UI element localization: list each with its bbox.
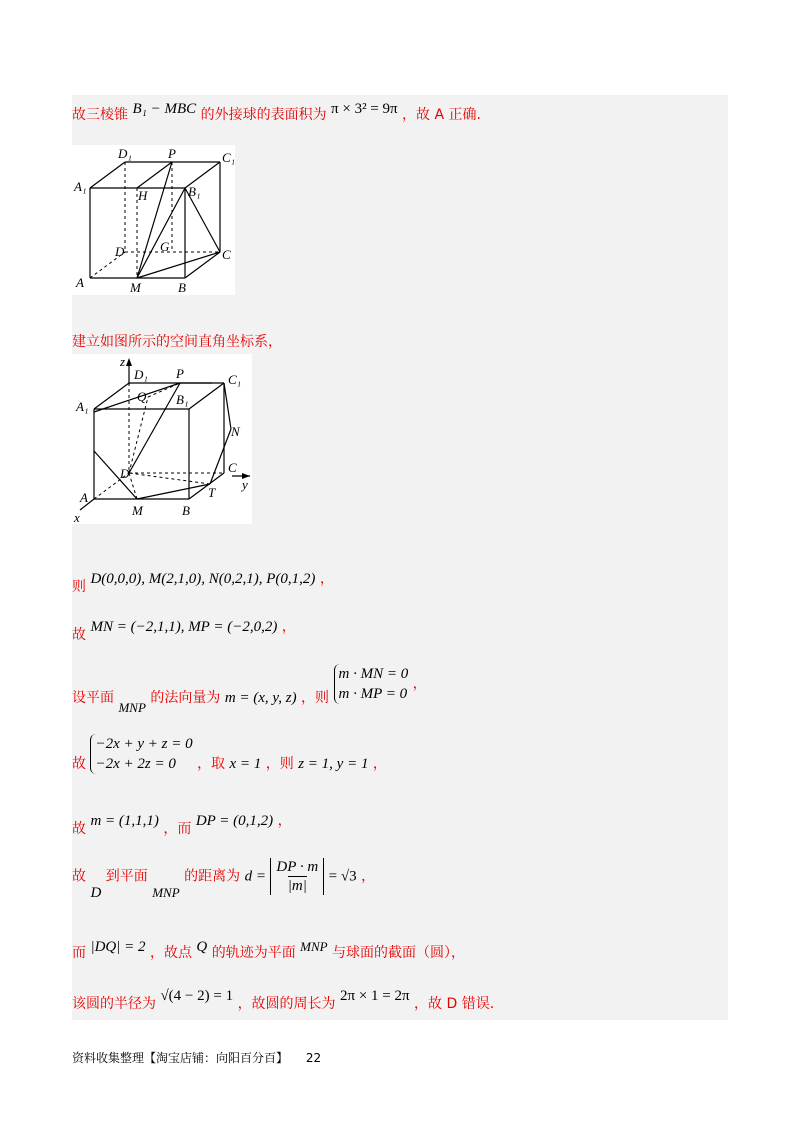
- text: ，故点: [149, 945, 192, 961]
- text: ，: [412, 676, 427, 692]
- page-footer: [72, 1049, 321, 1066]
- label-A: A: [80, 490, 88, 505]
- text: 的法向量为: [150, 690, 221, 706]
- text: 与球面的截面（圆），: [332, 945, 466, 961]
- math: MNP: [152, 884, 180, 900]
- text: 故: [72, 868, 86, 885]
- line-2: [72, 331, 282, 351]
- text: 故: [72, 821, 86, 837]
- equation: m · MN = 0: [338, 666, 409, 682]
- math: z = 1, y = 1: [298, 756, 369, 772]
- equation: −2x + y + z = 0: [95, 736, 193, 752]
- label-Q: Q: [137, 389, 147, 404]
- line-5: [72, 664, 427, 715]
- label-D: D: [120, 466, 130, 481]
- label-D: D: [115, 244, 125, 259]
- text: ，: [319, 571, 334, 587]
- text: 建立如图所示的空间直角坐标系，: [72, 334, 282, 350]
- axis-x: x: [74, 510, 80, 524]
- text: 故三棱锥: [72, 107, 128, 123]
- label-C: C: [222, 247, 231, 262]
- axis-y: y: [242, 477, 248, 492]
- label-C: C: [228, 460, 237, 475]
- text: 该圆的半径为: [72, 996, 156, 1012]
- label-B1: B₁: [176, 392, 189, 407]
- denominator: |m|: [287, 878, 307, 894]
- math: x = 1: [229, 756, 262, 772]
- math: m = (x, y, z): [224, 690, 297, 706]
- equation-system: [90, 734, 192, 774]
- label-M: M: [132, 503, 143, 518]
- math: 2π × 1 = 2π: [340, 988, 410, 1004]
- label-C1: C₁: [222, 150, 235, 165]
- line-8: [72, 858, 376, 901]
- text: ，: [281, 619, 296, 635]
- math: π × 3² = 9π: [331, 101, 398, 117]
- text: ，: [361, 868, 376, 885]
- label-A1: A₁: [76, 399, 89, 414]
- figure-prism-1: [72, 145, 235, 295]
- math: MNP: [118, 700, 146, 715]
- label-D1: D₁: [134, 367, 148, 382]
- math: MN = (−2,1,1), MP = (−2,0,2): [90, 619, 278, 635]
- text: ，而: [163, 821, 192, 837]
- math: = √3: [328, 868, 357, 885]
- label-M: M: [130, 280, 141, 295]
- math: D: [90, 884, 102, 901]
- text: 的外接球的表面积为: [200, 107, 327, 123]
- math: |DQ| = 2: [90, 939, 146, 955]
- text: 的轨迹为平面: [211, 945, 296, 961]
- line-6: [72, 734, 387, 774]
- label-P: P: [168, 146, 176, 161]
- label-N: N: [231, 424, 240, 439]
- label-B1: B₁: [188, 184, 201, 199]
- text: ，则: [301, 690, 330, 706]
- text: 故: [72, 756, 86, 772]
- text: ，取: [197, 756, 226, 772]
- label-A1: A₁: [74, 179, 87, 194]
- text: ，: [277, 813, 292, 829]
- figure-prism-2: [72, 354, 252, 524]
- text: 故: [72, 627, 86, 643]
- line-4: [72, 616, 296, 643]
- numerator: DP · m: [276, 859, 319, 875]
- math: B₁ − MBC: [132, 101, 197, 117]
- text: 到平面: [105, 868, 148, 885]
- line-10: [72, 985, 495, 1012]
- label-H: H: [138, 188, 148, 203]
- math: √(4 − 2) = 1: [160, 988, 234, 1004]
- text: 设平面: [72, 690, 114, 706]
- equation: −2x + 2z = 0: [95, 756, 176, 772]
- math: DP = (0,1,2): [195, 813, 274, 829]
- label-A: A: [76, 275, 84, 290]
- math: m = (1,1,1): [90, 813, 159, 829]
- label-D1: D₁: [118, 146, 132, 161]
- text: ，故 D 错误.: [414, 996, 495, 1012]
- line-1: [72, 101, 481, 124]
- line-3: [72, 568, 334, 595]
- footer-text: 资料收集整理【淘宝店铺：向阳百分百】: [72, 1051, 289, 1065]
- label-B: B: [178, 280, 186, 295]
- label-C1: C₁: [228, 372, 242, 387]
- math: D(0,0,0), M(2,1,0), N(0,2,1), P(0,1,2): [90, 571, 316, 587]
- text: ，则: [265, 756, 294, 772]
- equation-system: [334, 664, 409, 704]
- label-P: P: [176, 366, 184, 381]
- text: ，故圆的周长为: [237, 996, 336, 1012]
- label-G: G: [160, 239, 170, 254]
- text: ，: [372, 756, 387, 772]
- text: 而: [72, 945, 86, 961]
- label-B: B: [182, 503, 190, 518]
- axis-z: z: [120, 354, 126, 369]
- equation: m · MP = 0: [338, 686, 408, 702]
- text: 的距离为: [184, 868, 241, 885]
- math: Q: [196, 939, 208, 955]
- text: ，故 A 正确.: [402, 107, 481, 123]
- text: 则: [72, 579, 86, 595]
- page-number: 22: [305, 1051, 322, 1065]
- line-9: [72, 936, 466, 961]
- math: d =: [244, 868, 266, 885]
- line-7: [72, 810, 292, 837]
- math: MNP: [300, 939, 328, 954]
- distance-fraction: [270, 858, 324, 895]
- label-T: T: [208, 485, 216, 500]
